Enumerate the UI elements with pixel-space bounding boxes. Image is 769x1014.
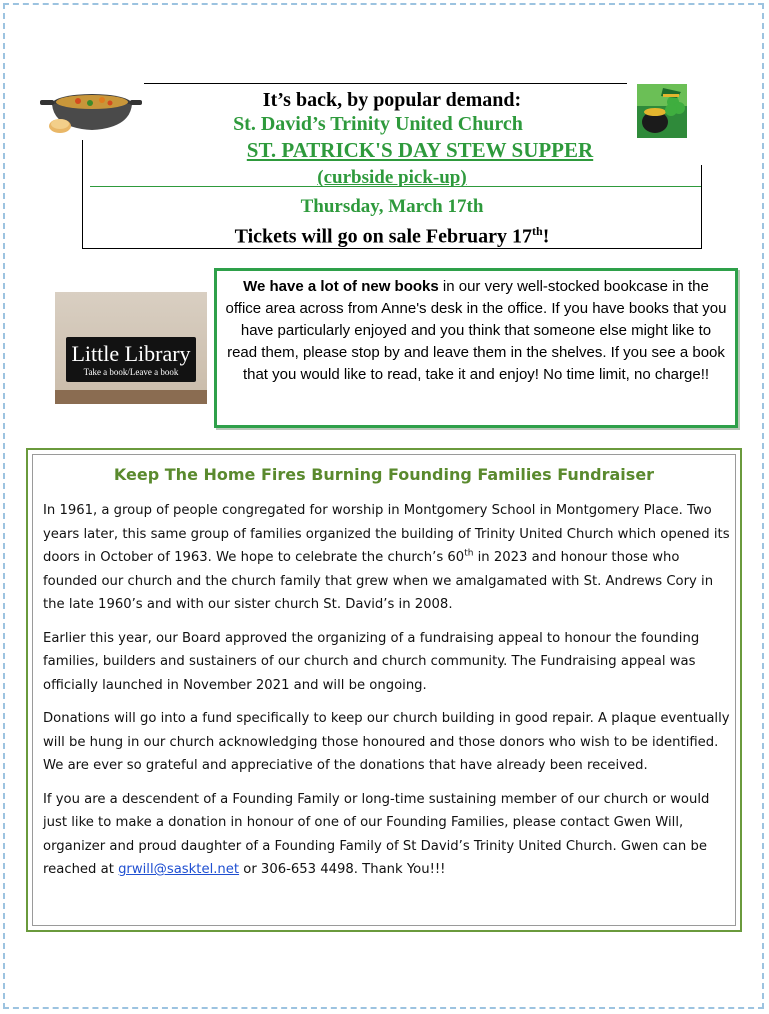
library-sign-title: Little Library xyxy=(71,341,191,366)
fundraiser-paragraph-3: Donations will go into a fund specifically to keep our church building in good repair. A plaque eventually will be hung in our church acknowledging those honoured and those donors who wish to be identified. We are ever so grateful and appreciative of the donations that have already been received. xyxy=(43,711,730,773)
fundraiser-paragraph-1: In 1961, a group of people congregated for worship in Montgomery School in Montgomery Place. Two years later, this same group of families organized the building of Trinity United Church which opened its doors in October of 1963. We hope to celebrate the church’s 60th in 2023 and honour those who founded our church and the church family that grew when we amalgamated with St. Andrews Cory in the late 1960’s and with our sister church St. David’s in 2008. xyxy=(43,503,730,612)
fundraiser-paragraph-2: Earlier this year, our Board approved the organizing of a fundraising appeal to honour the founding families, builders and sustainers of our church and church community. The Fundraising appeal was officially launched in November 2021 and will be ongoing. xyxy=(43,630,700,693)
flyer-church-name: St. David’s Trinity United Church xyxy=(233,113,523,135)
little-library-sign xyxy=(66,337,196,382)
library-shelf xyxy=(55,390,207,404)
fundraiser-section xyxy=(26,448,742,932)
flyer-ticket-note: Tickets will go on sale February 17th! xyxy=(234,224,550,248)
library-notice-text: in our very well-stocked bookcase in the office area across from Anne's desk in the office. If you have books that you have particularly enjoyed and you think that someone else might like to read them, please stop by and leave them in the shelves. If you see a book that you would like to read, take it and enjoy! No time limit, no charge!! xyxy=(225,278,727,383)
flyer-headline: It’s back, by popular demand: xyxy=(262,89,522,111)
flyer-pickup-note: (curbside pick-up) xyxy=(317,167,467,188)
email-link[interactable]: grwill@sasktel.net xyxy=(118,862,240,877)
flyer-event-date: Thursday, March 17th xyxy=(300,196,484,217)
little-library-photo xyxy=(55,292,207,404)
fundraiser-body xyxy=(43,499,733,892)
fundraiser-paragraph-4: If you are a descendent of a Founding Family or long-time sustaining member of our church or would just like to make a donation in honour of one of our Founding Families, please contact Gwen Will, organizer and proud daughter of a Founding Family of St David’s Trinity United Church. Gwen can be reached at grwill@sasktel.net or 306-653 4498. Thank You!!! xyxy=(43,791,710,877)
fundraiser-inner-frame xyxy=(32,454,736,926)
library-notice xyxy=(214,268,738,428)
fundraiser-title: Keep The Home Fires Burning Founding Families Fundraiser xyxy=(113,465,655,484)
library-notice-lead: We have a lot of new books xyxy=(243,278,439,295)
flyer-event-title: ST. PATRICK'S DAY STEW SUPPER xyxy=(246,138,594,162)
library-sign-subtitle: Take a book/Leave a book xyxy=(83,367,179,377)
flyer-rule-top xyxy=(144,83,627,84)
